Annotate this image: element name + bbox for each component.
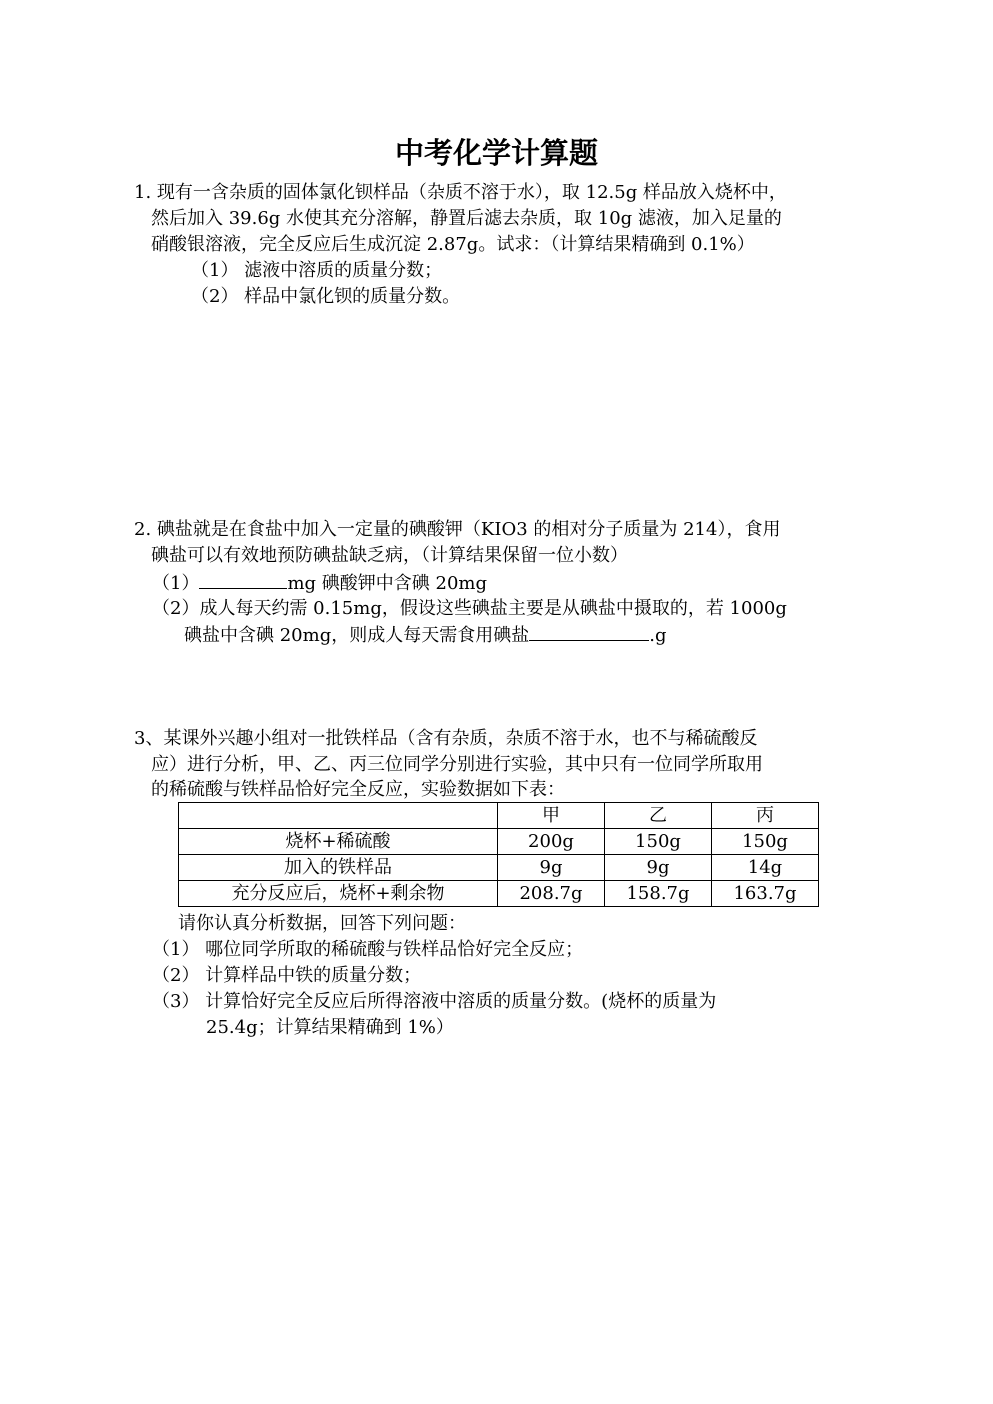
answer-blank-2[interactable] [529,622,649,641]
q3-line-3: 的稀硫酸与铁样品恰好完全反应，实验数据如下表： [151,779,565,800]
q1-line-2: 然后加入 39.6g 水使其充分溶解，静置后滤去杂质，取 10g 滤液，加入足量的 [151,208,782,229]
q1-sub-2: （2） 样品中氯化钡的质量分数。 [191,286,461,307]
table-cell: 加入的铁样品 [179,855,498,881]
experiment-data-table [178,802,819,907]
table-header-row [179,803,819,829]
q3-sub-1: （1） 哪位同学所取的稀硫酸与铁样品恰好完全反应； [152,939,584,960]
q3-sub-3-line-1: （3） 计算恰好完全反应后所得溶液中溶质的质量分数。(烧杯的质量为 [152,991,717,1012]
table-cell: 充分反应后，烧杯+剩余物 [179,881,498,907]
q3-sub-3-line-2: 25.4g；计算结果精确到 1%） [206,1017,454,1038]
table-cell: 150g [605,829,712,855]
q2-sub-2-line-1: （2）成人每天约需 0.15mg，假设这些碘盐主要是从碘盐中摄取的，若 1000g [152,598,787,619]
q2-sub-1 [152,570,487,597]
q3-prompt: 请你认真分析数据，回答下列问题： [178,913,466,934]
q3-line-2: 应）进行分析，甲、乙、丙三位同学分别进行实验，其中只有一位同学所取用 [151,754,763,775]
table-cell: 163.7g [712,881,819,907]
q3-line-1: 3、某课外兴趣小组对一批铁样品（含有杂质，杂质不溶于水，也不与稀硫酸反 [134,728,758,749]
q2-sub-1-suffix: mg 碘酸钾中含碘 20mg [287,573,487,594]
page-title: 中考化学计算题 [394,136,598,170]
table-row [179,829,819,855]
q1-sub-1: （1） 滤液中溶质的质量分数； [191,260,443,281]
table-cell: 9g [605,855,712,881]
table-row [179,881,819,907]
q2-line-1: 2. 碘盐就是在食盐中加入一定量的碘酸钾（KIO3 的相对分子质量为 214），食用 [134,519,781,540]
q1-line-1: 1. 现有一含杂质的固体氯化钡样品（杂质不溶于水），取 12.5g 样品放入烧杯中， [134,182,787,203]
q3-sub-2: （2） 计算样品中铁的质量分数； [152,965,422,986]
q2-sub-2-suffix: .g [649,625,667,646]
table-cell: 9g [498,855,605,881]
q2-sub-2-line-2 [184,622,666,649]
table-header-cell [179,803,498,829]
table-header-cell: 乙 [605,803,712,829]
table-header-cell: 丙 [712,803,819,829]
q1-line-3: 硝酸银溶液，完全反应后生成沉淀 2.87g。试求：（计算结果精确到 0.1%） [151,234,755,255]
table-row [179,855,819,881]
q2-sub-2-prefix: 碘盐中含碘 20mg，则成人每天需食用碘盐 [184,625,530,646]
table-cell: 208.7g [498,881,605,907]
table-header-cell: 甲 [498,803,605,829]
q2-line-2: 碘盐可以有效地预防碘盐缺乏病，（计算结果保留一位小数） [151,545,628,566]
table-cell: 烧杯+稀硫酸 [179,829,498,855]
table-cell: 200g [498,829,605,855]
table-cell: 158.7g [605,881,712,907]
answer-blank-1[interactable] [199,570,287,589]
table-cell: 150g [712,829,819,855]
q2-sub-1-prefix: （1） [152,573,200,594]
table-cell: 14g [712,855,819,881]
